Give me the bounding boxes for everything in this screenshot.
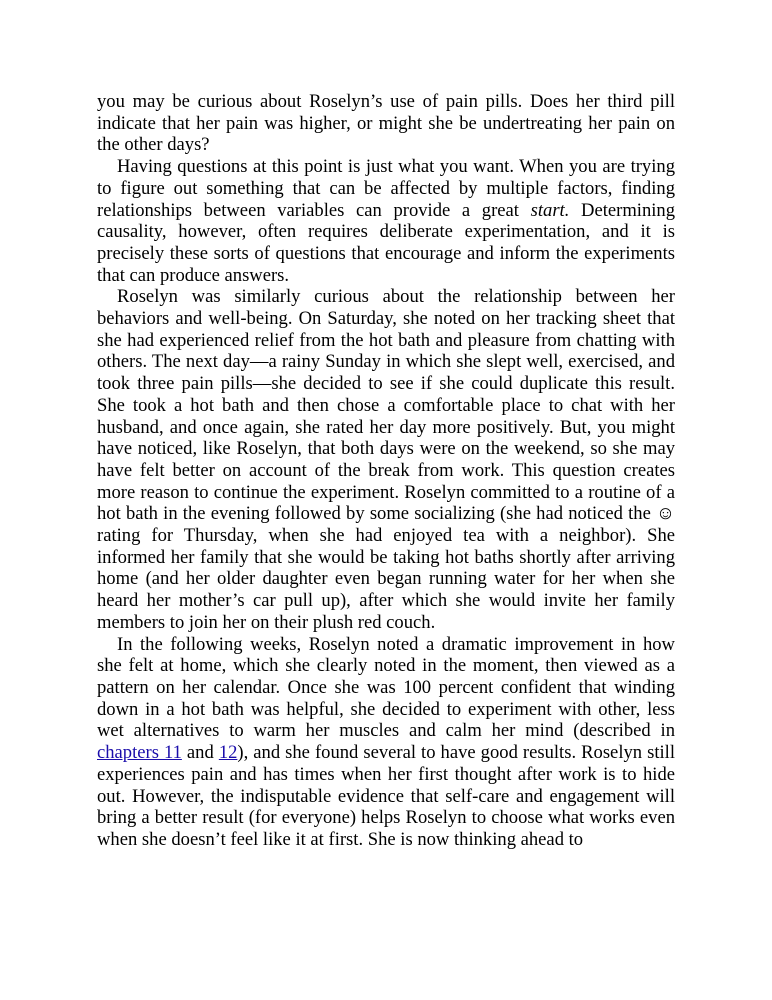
paragraph-roselyn-curious: Roselyn was similarly curious about the relationship between her behaviors and well-being. On Saturday, she noted on her tracking sheet that she had experienced relief from the hot bath and pleasure from chatting with others. The next day—a rainy Sunday in which she slept well, exercised, and took three pain pills—she decided to see if she could duplicate this result. She took a hot bath and then chose a comfortable place to chat with her husband, and once again, she rated her day more positively. But, you might have noticed, like Roselyn, that both days were on the weekend, so she may have felt better on account of the break from work. This question creates more reason to continue the experiment. Roselyn committed to a routine of a hot bath in the evening followed by some socializing (she had noticed the ☺ rating for Thursday, when she had enjoyed tea with a neighbor). She informed her family that she would be taking hot baths shortly after arriving home (and her older daughter even began running water for her when she heard her mother’s car pull up), after which she would invite her family members to join her on their plush red couch.	[97, 286, 675, 633]
chapters-11-link[interactable]: chapters 11	[97, 742, 182, 764]
paragraph-questions-text-2: Determining causality, however, often requires deliberate experimentation, and it is precisely these sorts of questions that encourage and inform the experiments that can produce answers.	[97, 199, 675, 286]
emphasis-start: start.	[530, 199, 570, 221]
paragraph-following-weeks	[97, 634, 675, 851]
paragraph-questions	[97, 156, 675, 286]
paragraph-following-weeks-text-2: ), and she found several to have good results. Roselyn still experiences pain and has times when her first thought after work is to hide out. However, the indisputable evidence that self-care and engagement will bring a better result (for everyone) helps Roselyn to choose what works even when she doesn’t feel like it at first. She is now thinking ahead to	[97, 742, 676, 850]
paragraph-questions-text-1: Having questions at this point is just what you want. When you are trying to figure out something that can be affected by multiple factors, finding relationships between variables can provide a great	[97, 156, 675, 221]
paragraph-following-weeks-and: and	[181, 742, 219, 764]
paragraph-continuation: you may be curious about Roselyn’s use of pain pills. Does her third pill indicate that her pain was higher, or might she be undertreating her pain on the other days?	[97, 91, 675, 156]
document-page	[97, 91, 675, 851]
chapter-12-link[interactable]: 12	[218, 742, 238, 764]
paragraph-following-weeks-text-1: In the following weeks, Roselyn noted a dramatic improvement in how she felt at home, which she clearly noted in the moment, then viewed as a pattern on her calendar. Once she was 100 percent confident that winding down in a hot bath was helpful, she decided to experiment with other, less wet alternatives to warm her muscles and calm her mind (described in	[97, 633, 675, 742]
